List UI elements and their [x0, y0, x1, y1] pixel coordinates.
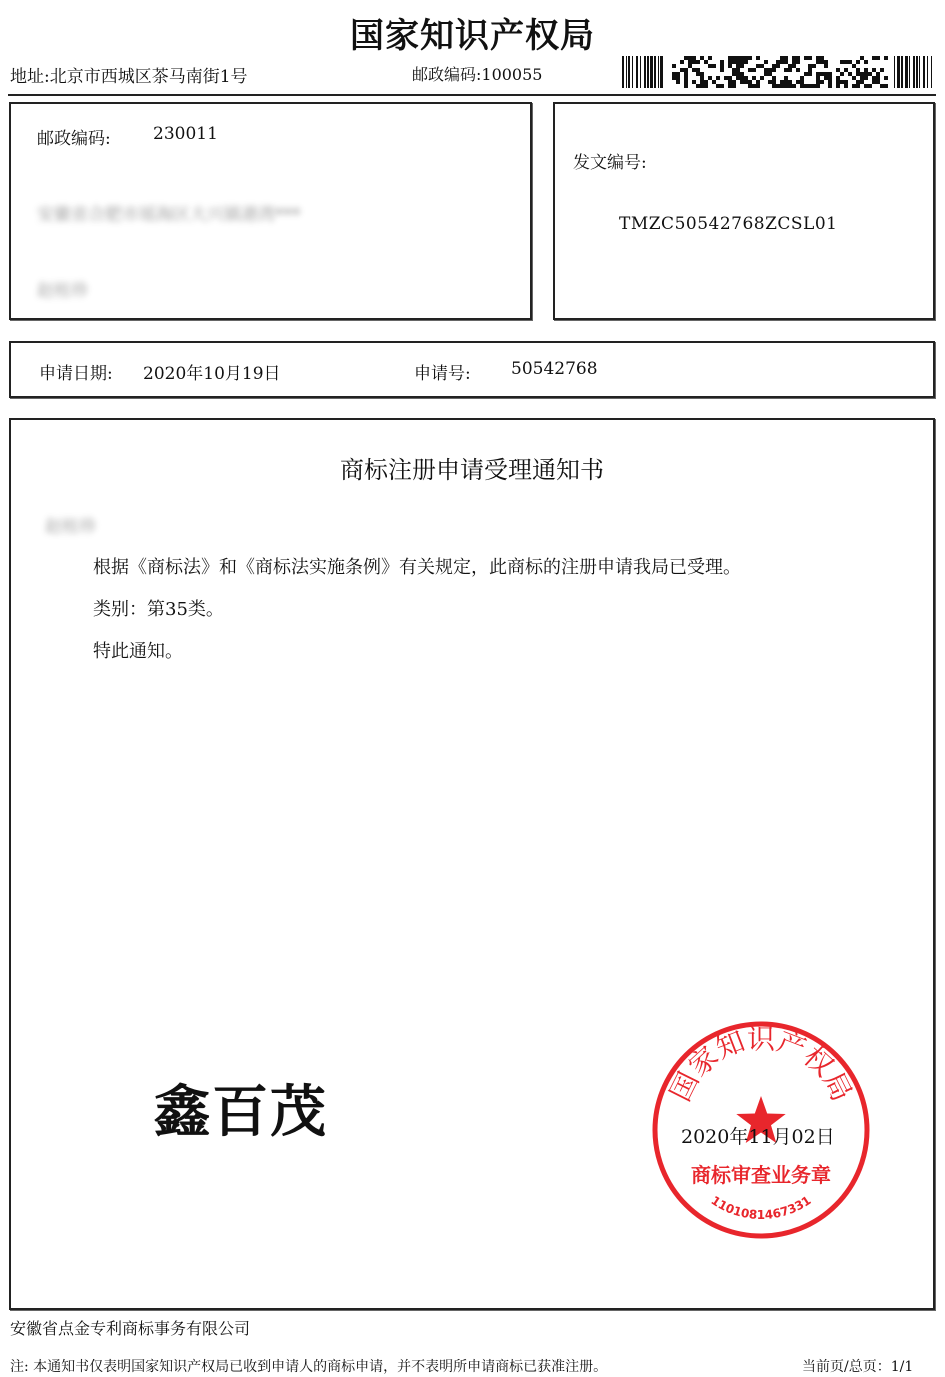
barcode-image — [622, 56, 932, 88]
document-number-box — [553, 102, 935, 320]
recipient-name: 赵桂珍 — [37, 281, 88, 301]
notice-closing: 特此通知。 — [93, 641, 183, 662]
seal-serial: 1101081467331 — [708, 1193, 814, 1222]
application-number-label: 申请号: — [414, 364, 471, 384]
header-divider — [8, 94, 936, 96]
notice-title: 商标注册申请受理通知书 — [340, 456, 604, 484]
agent-name: 安徽省点金专利商标事务有限公司 — [10, 1319, 251, 1338]
seal-top-text: 国家知识产权局 — [663, 1022, 859, 1107]
notice-box — [9, 418, 935, 1310]
notice-addressee: 赵桂珍 — [45, 517, 96, 537]
filing-info-box — [9, 341, 935, 398]
filing-date-label: 申请日期: — [39, 364, 113, 384]
org-address: 地址:北京市西城区茶马南街1号 — [10, 67, 248, 87]
recipient-address: 安徽省合肥市瑶海区大兴镇港湾*** — [37, 205, 301, 225]
org-title: 国家知识产权局 — [350, 16, 595, 56]
notice-category: 类别：第35类。 — [93, 599, 224, 620]
footer-note: 注: 本通知书仅表明国家知识产权局已收到申请人的商标申请，并不表明所申请商标已获准注册。 — [10, 1359, 608, 1375]
recipient-postcode-label: 邮政编码: — [37, 129, 111, 149]
page-info: 当前页/总页：1/1 — [802, 1359, 914, 1375]
document-number-value: TMZC50542768ZCSL01 — [619, 214, 838, 234]
application-number-value: 50542768 — [511, 359, 598, 379]
recipient-postcode-value: 230011 — [153, 124, 218, 144]
trademark-name: 鑫百茂 — [154, 1080, 328, 1145]
recipient-box — [9, 102, 532, 320]
org-postcode: 邮政编码:100055 — [412, 65, 543, 84]
seal-bottom-text: 商标审查业务章 — [691, 1163, 831, 1187]
filing-date-value: 2020年10月19日 — [143, 364, 281, 384]
issue-date: 2020年11月02日 — [681, 1126, 835, 1148]
document-number-label: 发文编号: — [573, 153, 647, 173]
notice-body-line: 根据《商标法》和《商标法实施条例》有关规定，此商标的注册申请我局已受理。 — [93, 557, 741, 578]
